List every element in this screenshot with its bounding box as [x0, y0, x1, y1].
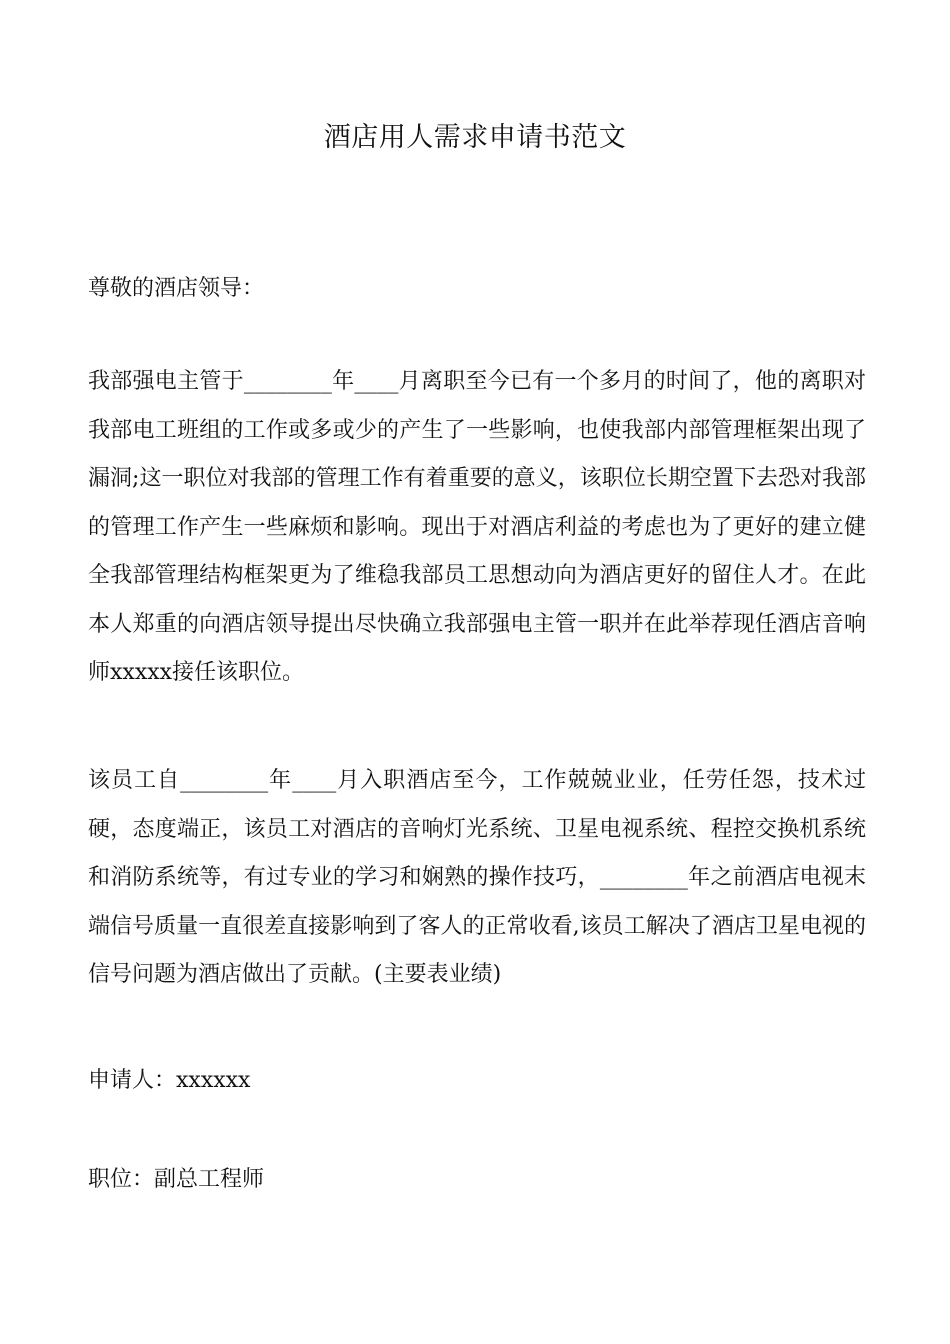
paragraph-candidate: 该员工自________年____月入职酒店至今，工作兢兢业业，任劳任怨，技术过硬，态度端正，该员工对酒店的音响灯光系统、卫星电视系统、程控交换机系统和消防系统等，有过专业的学习和娴熟的操作技巧，________年之前酒店电视末端信号质量一直很差直接影响到了客人的正常收看,该员工解决了酒店卫星电视的信号问题为酒店做出了贡献。(主要表业绩) — [88, 768, 866, 987]
applicant-line: 申请人：xxxxxx — [88, 1068, 251, 1093]
position-line: 职位：副总工程师 — [88, 1167, 265, 1192]
paragraph-vacancy: 我部强电主管于________年____月离职至今已有一个多月的时间了，他的离职对我部电工班组的工作或多或少的产生了一些影响，也使我部内部管理框架出现了漏洞;这一职位对我部的管理工作有着重要的意义，该职位长期空置下去恐对我部的管理工作产生一些麻烦和影响。现出于对酒店利益的考虑也为了更好的建立健全我部管理结构框架更为了维稳我部员工思想动向为酒店更好的留住人才。在此本人郑重的向酒店领导提出尽快确立我部强电主管一职并在此举荐现任酒店音响师xxxxx接任该职位。 — [88, 369, 866, 685]
salutation: 尊敬的酒店领导： — [88, 276, 265, 301]
document-title: 酒店用人需求申请书范文 — [323, 122, 627, 153]
